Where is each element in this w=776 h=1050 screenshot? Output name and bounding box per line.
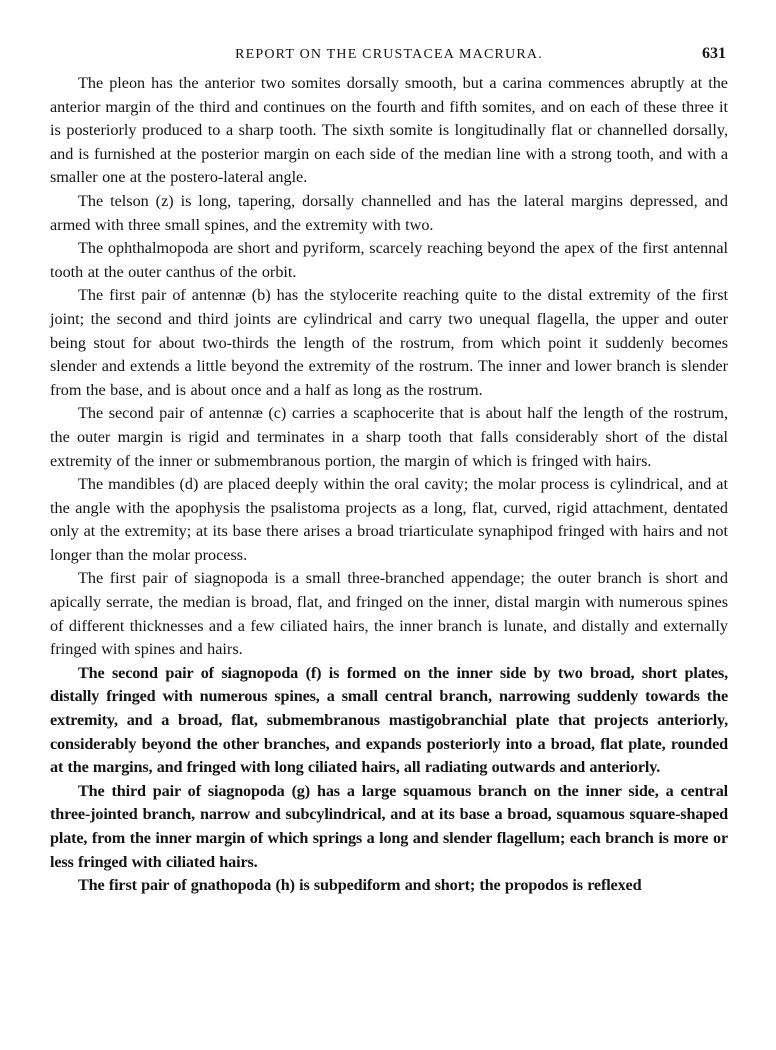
paragraph-third-siagnopoda: The third pair of siagnopoda (g) has a large squamous branch on the inner side, a central three-jointed branch, narrow and subcylindrical, and at its base a broad, squamous square-shaped plate, from the inner margin of which springs a long and slender flagellum; each branch is more or less fringed with ciliated hairs.: [50, 781, 728, 871]
paragraph-second-antennae: The second pair of antennæ (c) carries a scaphocerite that is about half the length of the rostrum, the outer margin is rigid and terminates in a sharp tooth that falls considerably short of the distal extremity of the inner or submembranous portion, the margin of which is fringed with hairs.: [50, 404, 728, 470]
page-number: 631: [702, 45, 726, 62]
paragraph-first-antennae: The first pair of antennæ (b) has the stylocerite reaching quite to the distal extremity of the first joint; the second and third joints are cylindrical and carry two unequal flagella, the upper and outer being stout for about two-thirds the length of the rostrum, from which point it suddenly becomes slender and extends a little beyond the extremity of the rostrum. The inner and lower branch is slender from the base, and is about once and a half as long as the rostrum.: [50, 286, 728, 399]
paragraph-first-siagnopoda: The first pair of siagnopoda is a small three-branched appendage; the outer branch is short and apically serrate, the median is broad, flat, and fringed on the inner, distal margin with numerous spines of different thicknesses and a few ciliated hairs, the inner branch is lunate, and distally and externally fringed with spines and hairs.: [50, 569, 728, 659]
document-page: [50, 0, 728, 898]
paragraph-first-gnathopoda: The first pair of gnathopoda (h) is subpediform and short; the propodos is reflexed: [78, 876, 642, 895]
running-title: REPORT ON THE CRUSTACEA MACRURA.: [235, 47, 543, 62]
paragraph-mandibles: The mandibles (d) are placed deeply within the oral cavity; the molar process is cylindrical, and at the angle with the apophysis the psalistoma projects as a long, flat, curved, rigid attachment, dentated only at the extremity; at its base there arises a broad triarticulate synaphipod fringed with hairs and not longer than the molar process.: [50, 475, 728, 564]
paragraph-telson: The telson (z) is long, tapering, dorsally channelled and has the lateral margins depressed, and armed with three small spines, and the extremity with two.: [50, 191, 728, 234]
paragraph-second-siagnopoda: The second pair of siagnopoda (f) is formed on the inner side by two broad, short plates, distally fringed with numerous spines, a small central branch, narrowing suddenly towards the extremity, and a broad, flat, submembranous mastigobranchial plate that projects anteriorly, considerably beyond the other branches, and expands posteriorly into a broad, flat plate, rounded at the margins, and fringed with long ciliated hairs, all radiating outwards and anteriorly.: [50, 663, 728, 777]
paragraph-pleon: The pleon has the anterior two somites dorsally smooth, but a carina commences abruptly at the anterior margin of the third and continues on the fourth and fifth somites, and on each of these three it is posteriorly produced to a sharp tooth. The sixth somite is longitudinally flat or channelled dorsally, and is furnished at the posterior margin on each side of the median line with a strong tooth, and with a smaller one at the postero-lateral angle.: [50, 74, 728, 187]
page-header: [50, 0, 728, 72]
body-text: [50, 72, 728, 898]
paragraph-ophthalmopoda: The ophthalmopoda are short and pyriform, scarcely reaching beyond the apex of the first antennal tooth at the outer canthus of the orbit.: [50, 239, 728, 281]
